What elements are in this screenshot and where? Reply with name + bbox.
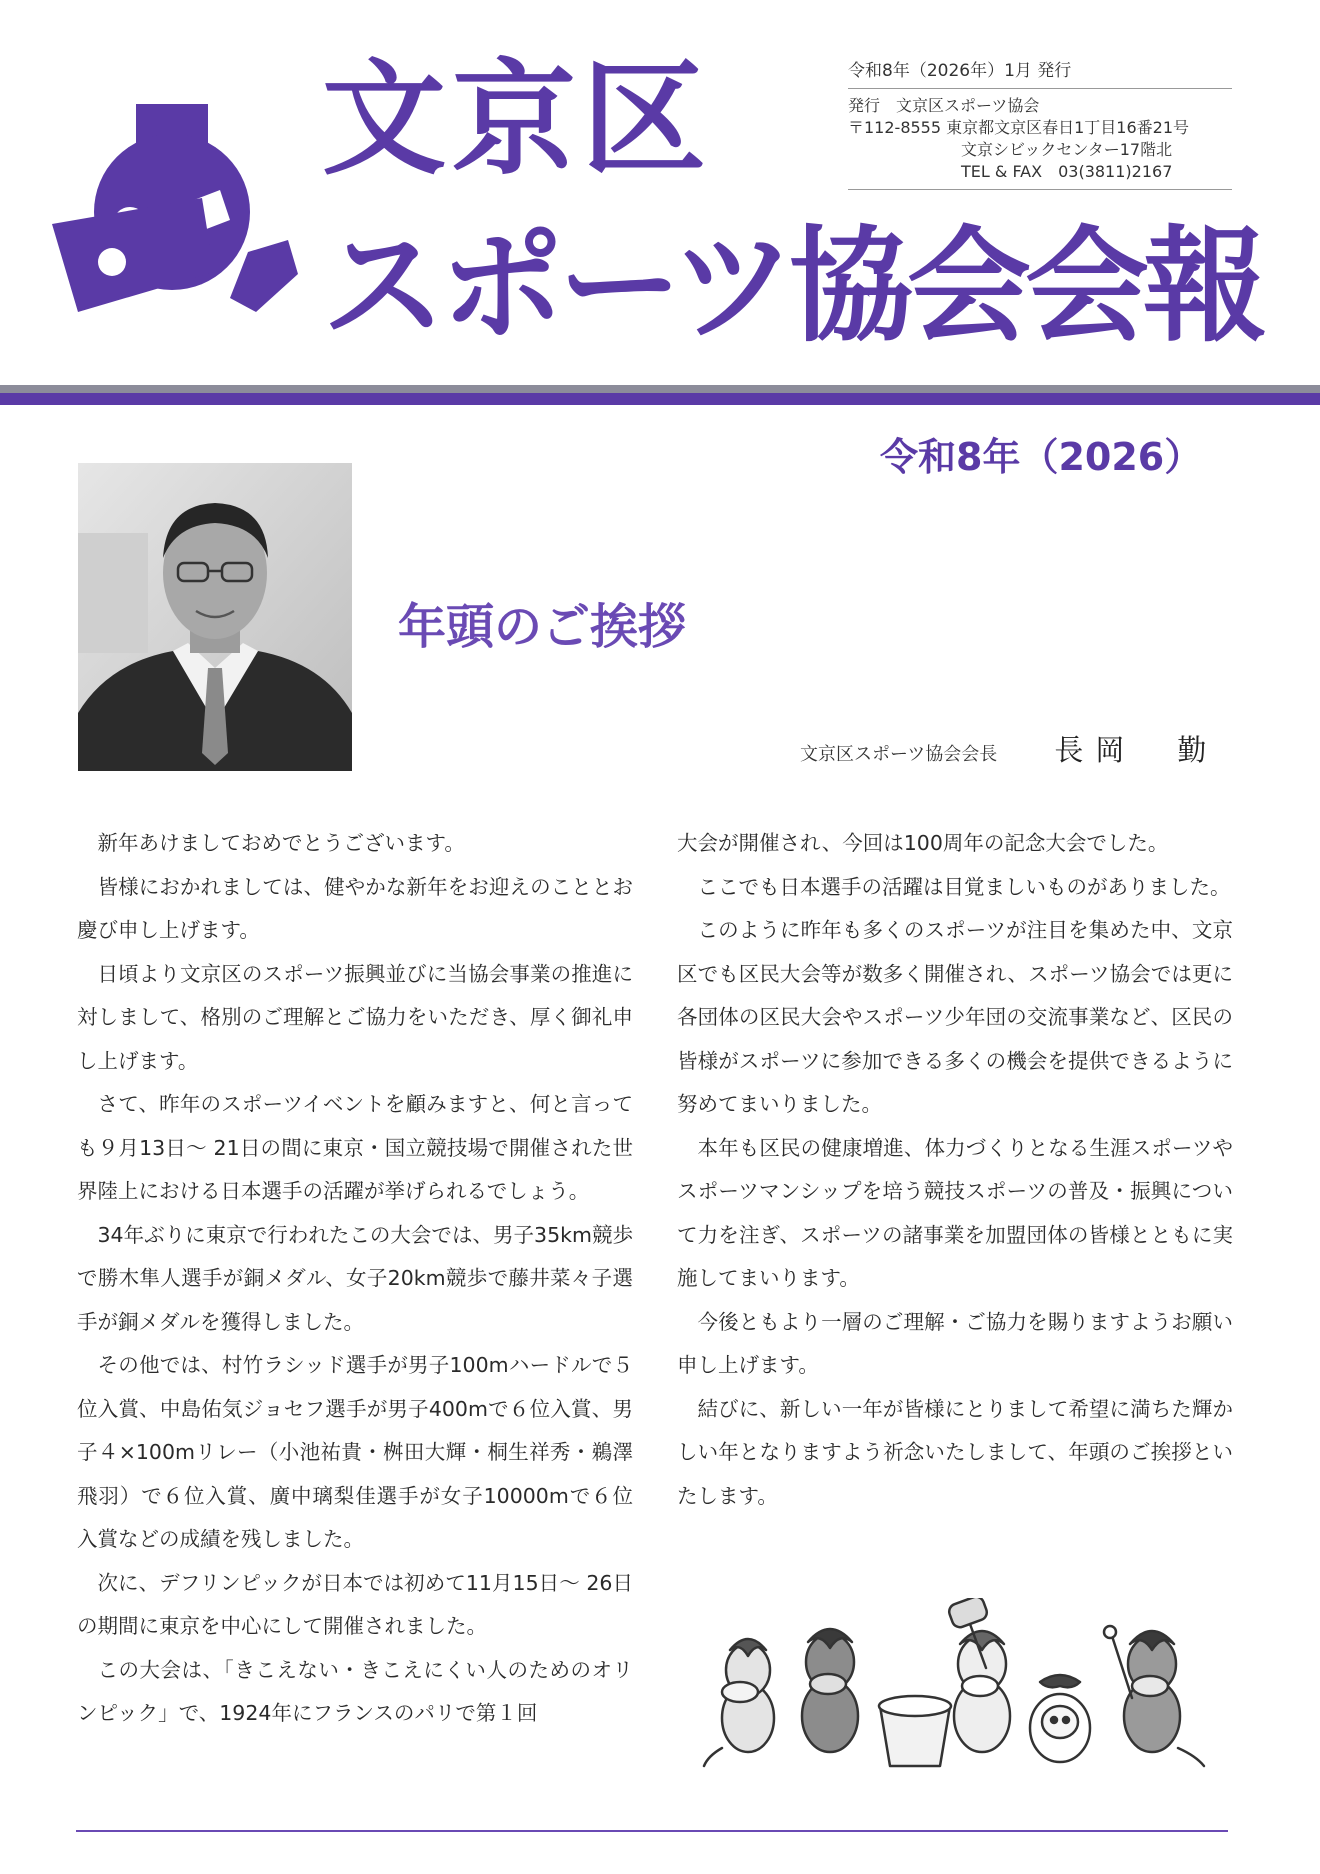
- paragraph: このように昨年も多くのスポーツが注目を集めた中、文京区でも区民大会等が数多く開催され、スポーツ協会では更に各団体の区民大会やスポーツ少年団の交流事業など、区民の皆様がスポーツに参加できる多くの機会を提供できるように努めてまいりました。: [677, 918, 1233, 1116]
- paragraph: 34年ぶりに東京で行われたこの大会では、男子35km競歩で勝木隼人選手が銅メダル、女子20km競歩で藤井菜々子選手が銅メダルを獲得しました。: [77, 1222, 633, 1334]
- paragraph: 新年あけましておめでとうございます。: [97, 831, 465, 855]
- publisher-address: 〒112-8555 東京都文京区春日1丁目16番21号: [848, 118, 1190, 137]
- paragraph: さて、昨年のスポーツイベントを顧みますと、何と言っても９月13日～ 21日の間に東京・国立競技場で開催された世界陸上における日本選手の活躍が挙げられるでしょう。: [77, 1092, 633, 1203]
- paragraph: 今後ともより一層のご理解・ご協力を賜りますようお願い申し上げます。: [677, 1309, 1233, 1377]
- paragraph: 次に、デフリンピックが日本では初めて11月15日～ 26日の期間に東京を中心にして開催されました。: [77, 1570, 633, 1638]
- author-name: 長岡 勤: [1054, 733, 1219, 767]
- portrait-photo: [78, 463, 352, 771]
- article-heading: 年頭のご挨拶: [398, 599, 687, 655]
- publisher-building: 文京シビックセンター17階北: [961, 140, 1173, 159]
- article-column-right: [677, 822, 1233, 1518]
- publisher-org: 発行 文京区スポーツ協会: [848, 96, 1040, 115]
- paragraph: 皆様におかれましては、健やかな新年をお迎えのこととお慶び申し上げます。: [77, 874, 633, 942]
- publisher-phone: TEL & FAX 03(3811)2167: [961, 162, 1173, 181]
- paragraph: この大会は、「きこえない・きこえにくい人のためのオリンピック」で、1924年にフランスのパリで第１回: [77, 1657, 633, 1725]
- author-signature: [800, 728, 1218, 769]
- paragraph: 日頃より文京区のスポーツ振興並びに当協会事業の推進に対しまして、格別のご理解とご協力をいただき、厚く御礼申し上げます。: [77, 961, 633, 1073]
- paragraph-continued: 大会が開催され、今回は100周年の記念大会でした。: [677, 831, 1169, 855]
- masthead-title-line2: スポーツ協会会報: [322, 215, 1262, 359]
- paragraph: 本年も区民の健康増進、体力づくりとなる生涯スポーツやスポーツマンシップを培う競技スポーツの普及・振興について力を注ぎ、スポーツの諸事業を加盟団体の皆様とともに実施してまいります。: [677, 1135, 1233, 1290]
- article-column-left: [77, 822, 633, 1736]
- paragraph: 結びに、新しい一年が皆様にとりまして希望に満ちた輝かしい年となりますよう祈念いたしまして、年頭のご挨拶といたします。: [677, 1396, 1233, 1508]
- header-band-purple: [0, 393, 1320, 405]
- paragraph: その他では、村竹ラシッド選手が男子100mハードルで５位入賞、中島佑気ジョセフ選手が男子400mで６位入賞、男子４×100mリレー（小池祐貴・桝田大輝・桐生祥秀・鵜澤飛羽）で６位入賞、廣中璃梨佳選手が女子10000mで６位入賞などの成績を残しました。: [77, 1353, 633, 1551]
- bottom-rule: [76, 1830, 1228, 1832]
- new-year-horses-mochitsuki-illustration: [700, 1598, 1212, 1768]
- association-logo-icon: [52, 102, 312, 332]
- author-title: 文京区スポーツ協会会長: [800, 744, 998, 765]
- issue-date: 令和8年（2026年）1月 発行: [848, 60, 1232, 89]
- year-label: 令和8年（2026）: [880, 435, 1203, 479]
- paragraph: ここでも日本選手の活躍は目覚ましいものがありました。: [697, 874, 1231, 899]
- publisher-info: [848, 60, 1232, 190]
- masthead-title-line1: 文京区: [322, 48, 713, 192]
- header-band-gray: [0, 385, 1320, 393]
